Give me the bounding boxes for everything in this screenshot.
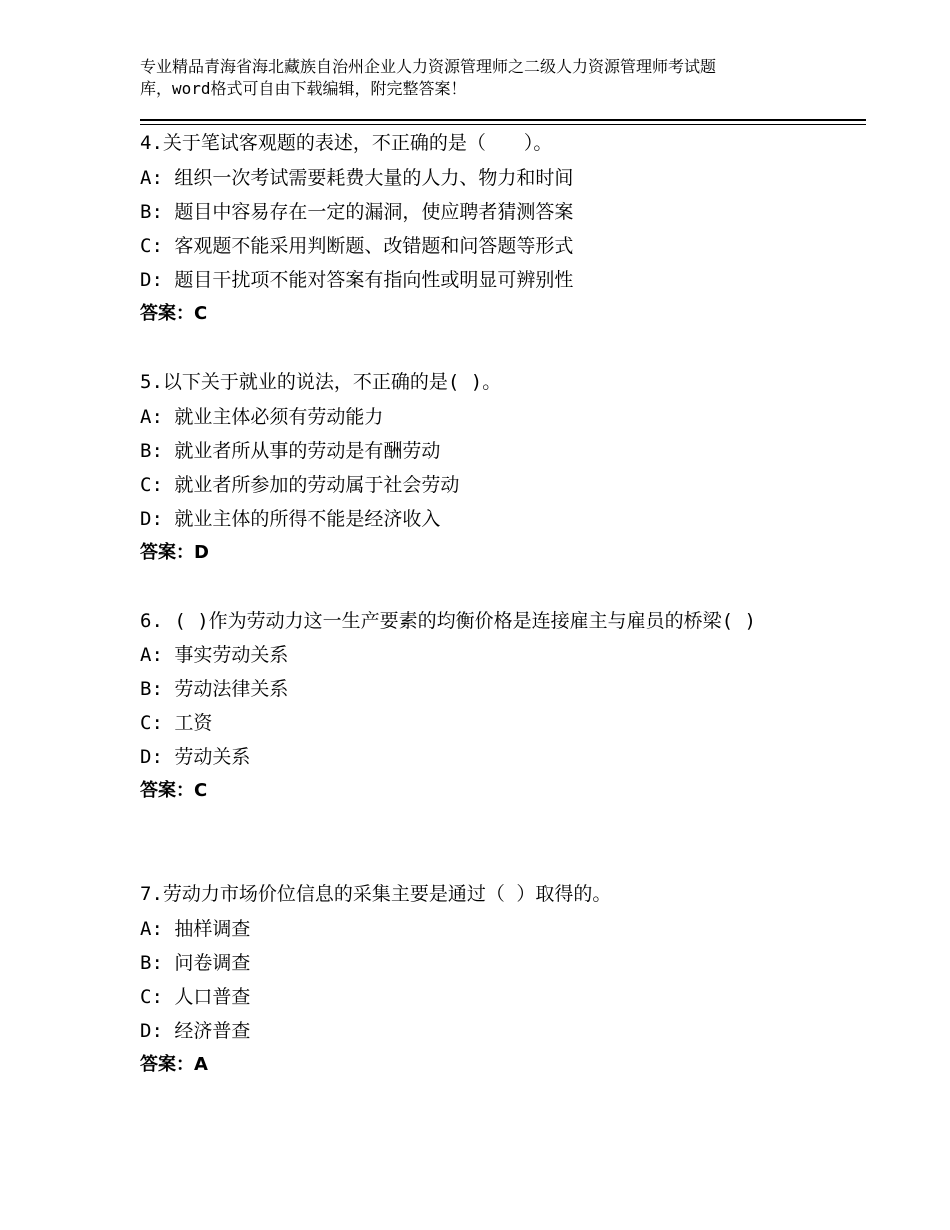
question-stem: 6. ( )作为劳动力这一生产要素的均衡价格是连接雇主与雇员的桥梁( ): [140, 610, 756, 632]
header-divider: [140, 119, 866, 125]
answer-label: 答案：A: [140, 1054, 208, 1075]
option-d: D: 劳动关系: [140, 746, 251, 768]
option-d: D: 经济普查: [140, 1020, 251, 1042]
header-line-2: 库，word格式可自由下载编辑，附完整答案！: [140, 79, 467, 98]
option-b: B: 劳动法律关系: [140, 678, 289, 700]
question-5: [140, 366, 830, 570]
option-c: C: 人口普查: [140, 986, 251, 1008]
option-c: C: 就业者所参加的劳动属于社会劳动: [140, 474, 460, 496]
option-b: B: 问卷调查: [140, 952, 251, 974]
option-a: A: 就业主体必须有劳动能力: [140, 406, 384, 428]
answer-label: 答案：D: [140, 542, 209, 563]
document-header: [140, 56, 840, 100]
question-4: [140, 127, 830, 331]
option-a: A: 组织一次考试需要耗费大量的人力、物力和时间: [140, 167, 574, 189]
option-b: B: 就业者所从事的劳动是有酬劳动: [140, 440, 441, 462]
option-c: C: 客观题不能采用判断题、改错题和问答题等形式: [140, 235, 574, 257]
question-stem: 7.劳动力市场价位信息的采集主要是通过（ ）取得的。: [140, 883, 612, 905]
option-a: A: 事实劳动关系: [140, 644, 289, 666]
option-d: D: 就业主体的所得不能是经济收入: [140, 508, 441, 530]
option-d: D: 题目干扰项不能对答案有指向性或明显可辨别性: [140, 269, 574, 291]
header-line-1: 专业精品青海省海北藏族自治州企业人力资源管理师之二级人力资源管理师考试题: [140, 57, 717, 76]
option-c: C: 工资: [140, 712, 213, 734]
question-stem: 5.以下关于就业的说法，不正确的是( )。: [140, 371, 502, 393]
option-a: A: 抽样调查: [140, 918, 251, 940]
option-b: B: 题目中容易存在一定的漏洞，使应聘者猜测答案: [140, 201, 574, 223]
question-7: [140, 878, 830, 1082]
question-stem: 4.关于笔试客观题的表述，不正确的是（ ）。: [140, 132, 553, 154]
question-6: [140, 605, 830, 808]
answer-label: 答案：C: [140, 303, 208, 324]
answer-label: 答案：C: [140, 780, 208, 801]
